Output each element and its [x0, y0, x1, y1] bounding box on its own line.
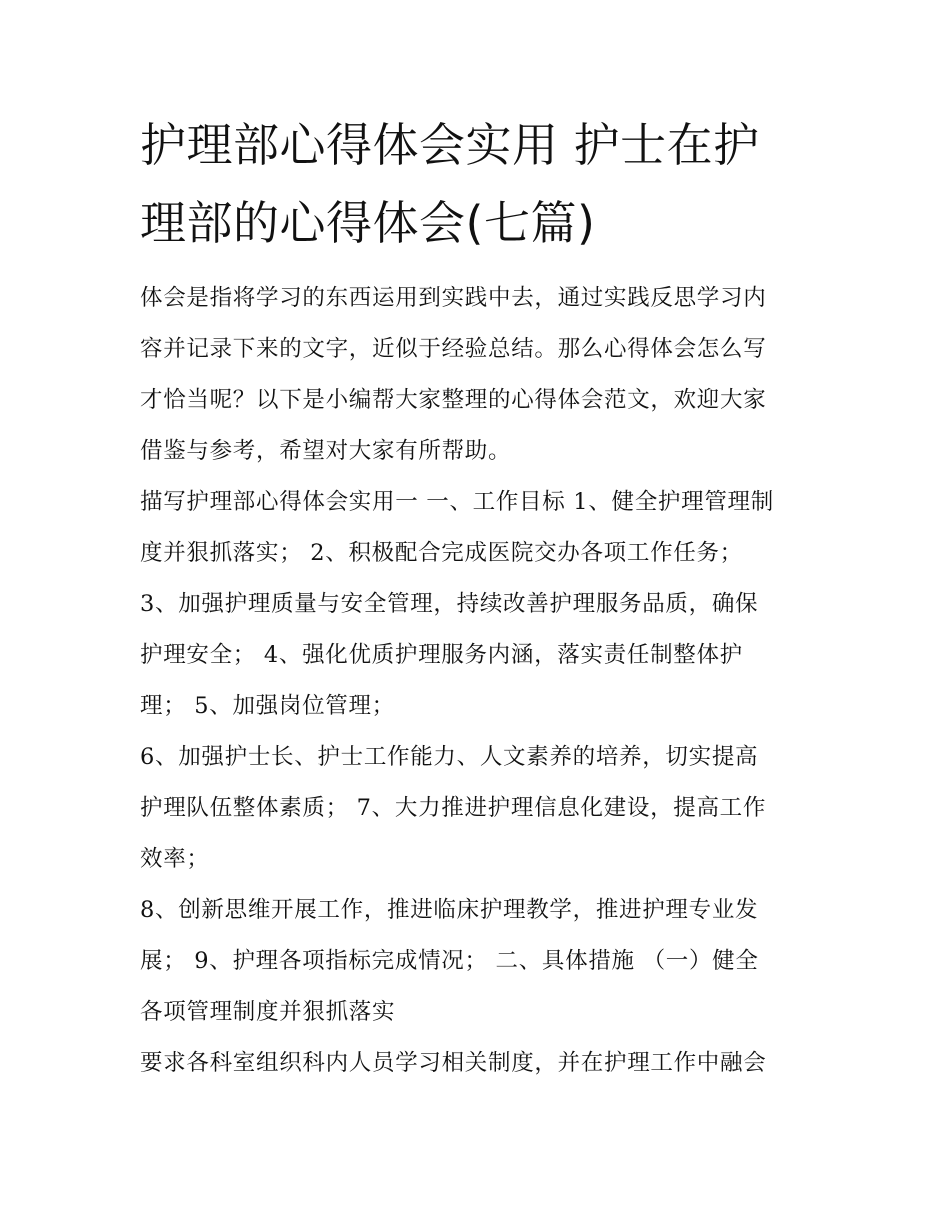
intro-paragraph: 体会是指将学习的东西运用到实践中去，通过实践反思学习内 容并记录下来的文字，近似于经验总结。那么心得体会怎么写 才恰当呢？以下是小编帮大家整理的心得体会范文，欢迎大家 借鉴与参考，希望对大家有所帮助。 — [140, 285, 767, 464]
document-body — [140, 106, 812, 1089]
paragraph-nurse-ability: 6、加强护士长、护士工作能力、人文素养的培养，切实提高 护理队伍整体素质； 7、大力推进护理信息化建设，提高工作 效率； — [140, 744, 767, 872]
paragraph-department-study: 要求各科室组织科内人员学习相关制度，并在护理工作中融会 — [140, 1050, 767, 1076]
paragraph-work-goals: 描写护理部心得体会实用一 一、工作目标 1、健全护理管理制 度并狠抓落实； 2、积极配合完成医院交办各项工作任务； — [140, 489, 774, 566]
paragraph-innovation-measures: 8、创新思维开展工作，推进临床护理教学，推进护理专业发 展； 9、护理各项指标完成情况； 二、具体措施 （一）健全 各项管理制度并狠抓落实 — [140, 897, 759, 1025]
paragraph-quality-safety: 3、加强护理质量与安全管理，持续改善护理服务品质，确保 护理安全； 4、强化优质护理服务内涵，落实责任制整体护 理； 5、加强岗位管理； — [140, 591, 759, 719]
document-title: 护理部心得体会实用 护士在护 理部的心得体会(七篇) — [140, 118, 760, 250]
